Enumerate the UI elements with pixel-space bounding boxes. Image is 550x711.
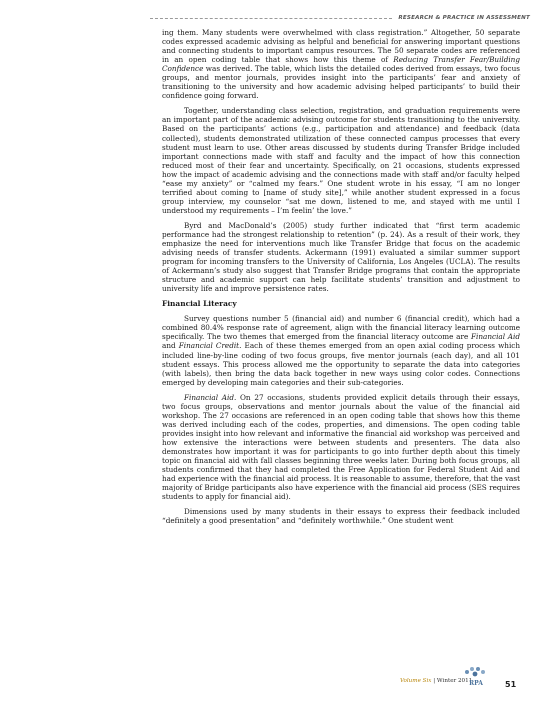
- paragraph-3: Byrd and MacDonald’s (2005) study further indicated that “first term academic performance had the strongest relationship to retention” (p. 24). As a result of their work, they emphasize the need for interventions much like Transfer Bridge that focus on the academic advising needs of transfer students. Ackermann (1991) evaluated a similar summer support program for incoming transfers to the University of California, Los Angeles (UCLA). The results of Ackermann’s study also suggest that Transfer Bridge programs that contain the appropriate structure and academic support can help facilitate students’ transition and adjustment to university life and improve persistence rates.: [162, 220, 520, 294]
- volume-label: Volume Six: [400, 678, 432, 684]
- paragraph-2: Together, understanding class selection, registration, and graduation requirements were an important part of the academic advising outcome for students transitioning to the university. Based on the participants’ actions (e.g., participation and attendance) and feedback (data collected), students demonstrated utilization of these connected campus processes that every student must learn to use. Other areas discussed by students during Transfer Bridge included important connections made with staff and faculty and the impact of how this connection reduced most of their fear and uncertainty. Specifically, on 21 occasions, students expressed how the impact of academic advising and the connections made with staff and/or faculty helped “ease my anxiety” or “calmed my fears.” One student wrote in his essay, “I am no longer terrified about coming to [name of study site],” while another student expressed in a focus group interview, my counselor “sat me down, listened to me, and stayed with me until I understood my requirements – I’m feelin’ the love.”: [162, 106, 520, 215]
- paragraph-4: Survey questions number 5 (financial aid) and number 6 (financial credit), which had a combined 80.4% response rate of agreement, align with the financial literacy learning outcome specifically. The two themes that emerged from the financial literacy outcome are Financial Aid and Financial Credit. Each of these themes emerged from an open axial coding process which included line-by-line coding of two focus groups, five mentor journals (each day), and all 101 student essays. This process allowed me the opportunity to separate the data into categories (with labels), then bring the data back together in new ways using color codes. Connections emerged by developing main categories and their sub-categories.: [162, 314, 521, 387]
- logo-text: RPA: [469, 680, 483, 687]
- journal-name: RESEARCH & PRACTICE IN ASSESSMENT: [398, 15, 530, 21]
- paragraph-5: Financial Aid. On 27 occasions, students provided explicit details through their essays, two focus groups, observations and mentor journals about the value of the financial aid workshop. The 27 occasions are referenced in an open coding table that shows how this theme was derived including each of the codes, properties, and dimensions. The open coding table provides insight into how relevant and informative the financial aid workshop was perceived and how extensive the interactions were between students and presenters. The data also demonstrates how important it was for participants to go into further depth about this timely topic on financial aid with fall classes beginning three weeks later. During both focus groups, all students confirmed that they had completed the Free Application for Federal Student Aid and had experience with the financial aid process. It is reasonable to assume, therefore, that the vast majority of Bridge participants also have experience with the financial aid process (SES requires students to apply for financial aid).: [162, 392, 520, 502]
- running-header: [150, 12, 530, 24]
- header-rule: [150, 18, 392, 19]
- article-body: [162, 28, 520, 531]
- paragraph-1: ing them. Many students were overwhelmed with class registration.” Altogether, 50 separate codes expressed academic advising as helpful and beneficial for answering important questions and connecting students to important campus resources. The 50 separate codes are referenced in an open coding table that shows how this theme of Reducing Transfer Fear/Building Confidence was derived. The table, which lists the detailed codes derived from essays, two focus groups, and mentor journals, provides insight into the participants’ fear and anxiety of transitioning to the university and how academic advising helped participants’ to build their confidence going forward.: [162, 28, 520, 101]
- rpa-logo-icon: [463, 666, 489, 688]
- paragraph-6: Dimensions used by many students in their essays to express their feedback included “definitely a good presentation” and “definitely worthwhile.” One student went: [162, 507, 520, 526]
- issue-label: [400, 678, 472, 684]
- page-number: 51: [505, 680, 517, 689]
- section-heading-financial-literacy: Financial Literacy: [162, 299, 237, 309]
- issue-date: | Winter 2011: [431, 678, 473, 684]
